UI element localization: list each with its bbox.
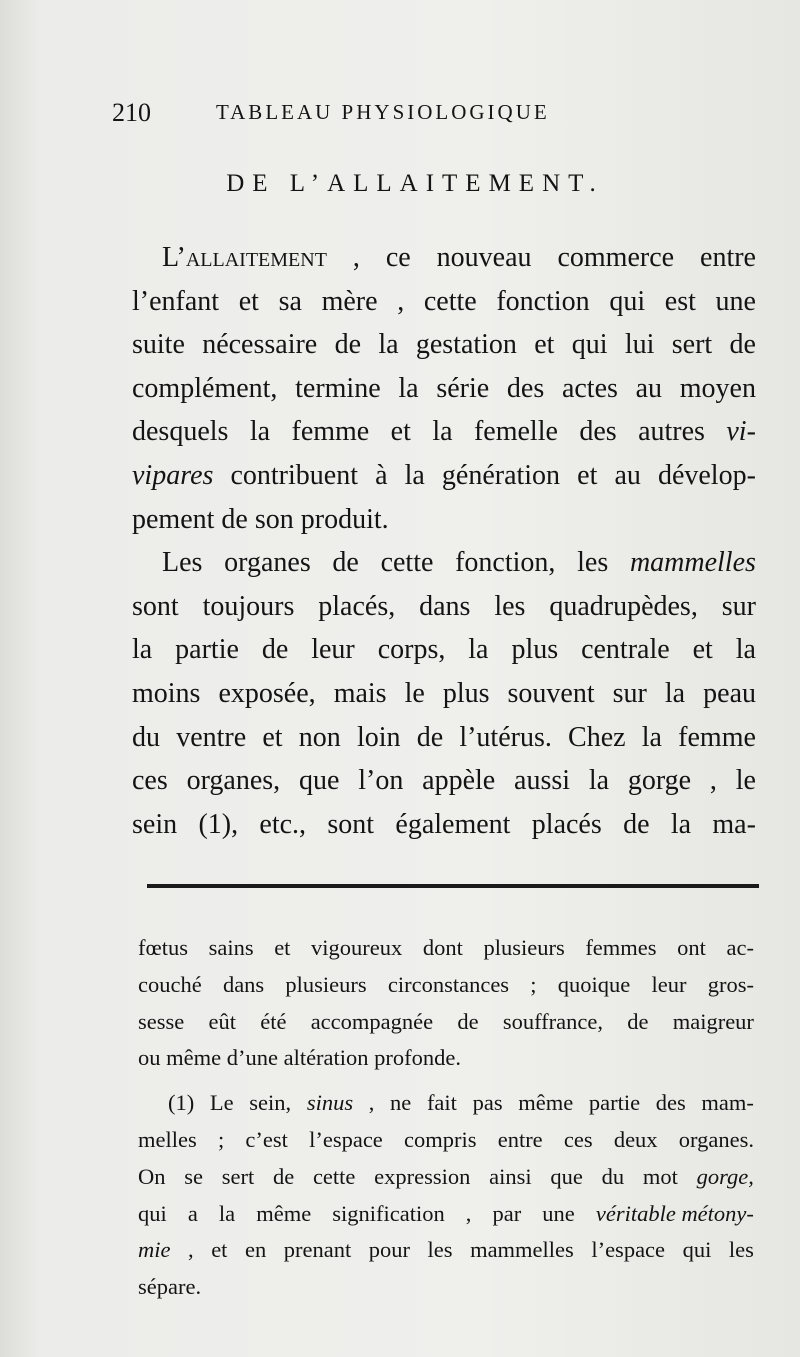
- word: de: [627, 1008, 649, 1034]
- italic-word: gorge,: [696, 1163, 754, 1189]
- word: et: [238, 285, 259, 317]
- word: suite: [132, 329, 185, 361]
- word: gorge: [627, 765, 692, 797]
- word: sont: [132, 590, 179, 622]
- word: fœtus: [138, 935, 188, 960]
- word: de: [457, 1008, 479, 1034]
- word: et: [534, 329, 555, 361]
- word: ne: [390, 1090, 412, 1116]
- word: melles: [138, 1126, 197, 1152]
- section-title: DE L’ALLAITEMENT.: [226, 170, 604, 197]
- word: moyen: [679, 372, 756, 404]
- text-line: [132, 280, 756, 324]
- word: sein,: [249, 1090, 292, 1116]
- word: loin: [356, 721, 401, 753]
- text-line: [132, 759, 756, 803]
- word: des: [579, 416, 617, 448]
- word: sur: [721, 590, 756, 622]
- word: sa: [278, 285, 302, 317]
- word: plusieurs: [285, 971, 367, 997]
- word: souvent: [507, 677, 595, 709]
- word: la: [398, 372, 419, 404]
- word: quoique: [557, 971, 631, 997]
- footnote-line: [138, 1085, 754, 1122]
- word: et: [390, 416, 411, 448]
- word: les: [577, 547, 609, 579]
- word: également: [395, 808, 511, 840]
- word: fonction,: [455, 547, 556, 579]
- word: l’espace: [591, 1237, 666, 1263]
- word: Le: [209, 1090, 234, 1116]
- italic-word: sinus: [306, 1090, 354, 1116]
- word: ce: [385, 242, 411, 273]
- word: la: [432, 416, 453, 448]
- word: de: [416, 721, 444, 753]
- word: et: [692, 634, 713, 666]
- word: nécessaire: [202, 329, 318, 361]
- word: la: [378, 329, 399, 361]
- word: été: [260, 1008, 287, 1034]
- word: femelle: [473, 416, 558, 448]
- word: se: [184, 1163, 203, 1189]
- word: femmes: [585, 935, 657, 960]
- word: sert: [671, 329, 713, 361]
- word: femme: [291, 416, 370, 448]
- word: ces: [132, 765, 168, 797]
- word: la: [641, 721, 662, 753]
- word: les: [427, 1237, 453, 1263]
- word: au: [635, 372, 663, 404]
- word: eût: [208, 1008, 236, 1034]
- word: même: [518, 1090, 574, 1116]
- footnote-line: [138, 1269, 754, 1306]
- word: ventre: [176, 721, 247, 753]
- footnote-line: [138, 1159, 754, 1196]
- footnotes: [138, 930, 754, 1306]
- word: et: [274, 935, 291, 960]
- page-header: [112, 98, 672, 132]
- word: à: [375, 459, 388, 491]
- word: nouveau: [436, 242, 532, 273]
- word: la: [218, 1200, 236, 1226]
- word: complément,: [132, 372, 278, 404]
- footnote-line: [138, 1196, 754, 1233]
- word: ainsi: [489, 1163, 532, 1189]
- word: mais: [333, 677, 387, 709]
- word: qui: [682, 1237, 712, 1263]
- italic-word: mammelles: [629, 547, 756, 579]
- word: pas: [472, 1090, 503, 1116]
- word: ces: [563, 1126, 593, 1152]
- word: deux: [613, 1126, 658, 1152]
- word: du: [132, 721, 160, 753]
- word: dont: [422, 935, 463, 960]
- word: entre: [497, 1126, 543, 1152]
- word: (1),: [198, 808, 239, 840]
- word: et: [577, 459, 598, 491]
- word: centrale: [581, 634, 670, 666]
- word: sont: [327, 808, 375, 840]
- word: de: [623, 808, 650, 840]
- word: de: [334, 329, 361, 361]
- line-text: sépare.: [138, 1274, 202, 1300]
- word: organes: [224, 547, 311, 579]
- main-text: [132, 236, 756, 846]
- word: le: [735, 765, 756, 797]
- word: femme: [678, 721, 756, 753]
- word: moins: [132, 677, 201, 709]
- page-number: 210: [112, 98, 151, 127]
- word: sesse: [138, 1008, 185, 1034]
- word: expression: [374, 1163, 471, 1189]
- word: du: [601, 1163, 625, 1189]
- word: corps,: [377, 634, 446, 666]
- word: des: [655, 1090, 686, 1116]
- text-line: [132, 803, 756, 847]
- word: ,: [368, 1090, 375, 1116]
- word: et: [262, 721, 283, 753]
- word: gros-: [707, 971, 754, 997]
- word: leur: [651, 971, 687, 997]
- text-line: [132, 672, 756, 716]
- word: de: [332, 547, 359, 579]
- word: ,: [352, 242, 360, 273]
- text-line: [132, 541, 756, 585]
- word: ,: [188, 1237, 194, 1263]
- text-line: [132, 410, 756, 454]
- word: sein: [132, 808, 178, 840]
- word: série: [436, 372, 490, 404]
- word: la: [132, 634, 153, 666]
- word: des: [506, 372, 545, 404]
- word: placés: [531, 808, 602, 840]
- word: mammelles: [470, 1237, 574, 1263]
- word: entre: [700, 242, 756, 273]
- word: L’allaitement: [162, 242, 327, 273]
- text-line: [132, 323, 756, 367]
- word: pour: [368, 1237, 410, 1263]
- word: ont: [677, 935, 706, 960]
- word: mam-: [701, 1090, 754, 1116]
- word: appèle: [422, 765, 496, 797]
- word: prenant: [283, 1237, 352, 1263]
- word: (1): [168, 1090, 195, 1116]
- word: les: [728, 1237, 754, 1263]
- word: l’espace: [309, 1126, 383, 1152]
- word: en: [244, 1237, 267, 1263]
- word: même: [256, 1200, 312, 1226]
- word: Chez: [568, 721, 626, 753]
- word: leur: [311, 634, 355, 666]
- word: l’enfant: [132, 285, 220, 317]
- word: compris: [404, 1126, 477, 1152]
- word: cette: [312, 1163, 356, 1189]
- text-line: [132, 498, 756, 542]
- word: dans: [419, 590, 471, 622]
- line-text: ou même d’une altération profonde.: [138, 1045, 462, 1071]
- word: mère: [321, 285, 378, 317]
- word: mot: [642, 1163, 678, 1189]
- word: etc.,: [259, 808, 307, 840]
- word: exposée,: [218, 677, 316, 709]
- word: fonction: [496, 285, 590, 317]
- text-line: [132, 454, 756, 498]
- word: la: [670, 808, 692, 840]
- word: de: [261, 634, 289, 666]
- word: génération: [441, 459, 561, 491]
- footnote-line: [138, 967, 754, 1004]
- word: l’utérus.: [459, 721, 552, 753]
- footnote-line: [138, 1122, 754, 1159]
- word: de: [272, 1163, 295, 1189]
- word: dans: [222, 971, 265, 997]
- word: partie: [175, 634, 239, 666]
- word: cette: [380, 547, 434, 579]
- running-title: TABLEAU PHYSIOLOGIQUE: [216, 100, 550, 124]
- word: la: [735, 634, 756, 666]
- word: Les: [162, 547, 203, 579]
- word: fait: [426, 1090, 457, 1116]
- word: qui: [138, 1200, 167, 1226]
- italic-word: mie: [138, 1237, 171, 1263]
- word: et: [211, 1237, 228, 1263]
- word: ;: [217, 1126, 225, 1152]
- word: au: [614, 459, 641, 491]
- word: contribuent: [230, 459, 358, 491]
- word: desquels: [132, 416, 229, 448]
- word: ac-: [726, 935, 754, 960]
- word: partie: [588, 1090, 641, 1116]
- word: actes: [561, 372, 618, 404]
- italic-word: véritable métony-: [595, 1200, 754, 1226]
- text-line: [132, 716, 756, 760]
- word: qui: [571, 329, 608, 361]
- footnote-line: [138, 930, 754, 967]
- word: commerce: [557, 242, 675, 273]
- word: ,: [397, 285, 405, 317]
- word: toujours: [202, 590, 295, 622]
- footnote-line: [138, 1232, 754, 1269]
- text-line: [132, 367, 756, 411]
- text-line: [132, 628, 756, 672]
- word: sains: [208, 935, 254, 960]
- footnote-rule: [147, 884, 759, 888]
- word: vigoureux: [311, 935, 403, 960]
- word: quadrupèdes,: [549, 590, 698, 622]
- word: organes,: [186, 765, 281, 797]
- word: sur: [612, 677, 647, 709]
- word: de: [729, 329, 756, 361]
- word: ;: [530, 971, 537, 997]
- word: sert: [221, 1163, 255, 1189]
- word: la: [588, 765, 610, 797]
- word: c’est: [245, 1126, 288, 1152]
- word: On: [138, 1163, 166, 1189]
- word: autres: [638, 416, 705, 448]
- word: termine: [295, 372, 381, 404]
- line-text: pement de son produit.: [132, 503, 389, 535]
- word: la: [404, 459, 425, 491]
- word: dévelop-: [657, 459, 756, 491]
- word: peau: [703, 677, 756, 709]
- word: l’on: [358, 765, 404, 797]
- italic-word: vipares: [132, 459, 214, 491]
- word: a: [187, 1200, 198, 1226]
- word: que: [550, 1163, 583, 1189]
- text-line: [132, 585, 756, 629]
- word: qui: [609, 285, 646, 317]
- word: que: [298, 765, 340, 797]
- word: le: [404, 677, 425, 709]
- word: est: [664, 285, 696, 317]
- word: placés,: [318, 590, 396, 622]
- word: plus: [511, 634, 559, 666]
- word: plusieurs: [483, 935, 565, 960]
- footnote-line: [138, 1004, 754, 1041]
- word: circonstances: [387, 971, 510, 997]
- word: la: [468, 634, 489, 666]
- text-line: [132, 236, 756, 280]
- word: souffrance,: [502, 1008, 603, 1034]
- word: signification: [332, 1200, 445, 1226]
- word: aussi: [514, 765, 571, 797]
- word: une: [542, 1200, 575, 1226]
- word: ma-: [712, 808, 756, 840]
- word: ,: [465, 1200, 472, 1226]
- word: gestation: [415, 329, 517, 361]
- word: cette: [423, 285, 477, 317]
- word: couché: [138, 971, 202, 997]
- word: maigreur: [672, 1008, 754, 1034]
- footnote-line: [138, 1040, 754, 1077]
- word: la: [664, 677, 686, 709]
- word: accompagnée: [310, 1008, 434, 1034]
- word: lui: [624, 329, 655, 361]
- word: par: [492, 1200, 522, 1226]
- word: ,: [709, 765, 717, 797]
- word: organes.: [678, 1126, 754, 1152]
- word: la: [249, 416, 271, 448]
- word: les: [494, 590, 526, 622]
- word: une: [715, 285, 756, 317]
- word: plus: [442, 677, 490, 709]
- word: non: [298, 721, 341, 753]
- italic-word: vi-: [726, 416, 756, 448]
